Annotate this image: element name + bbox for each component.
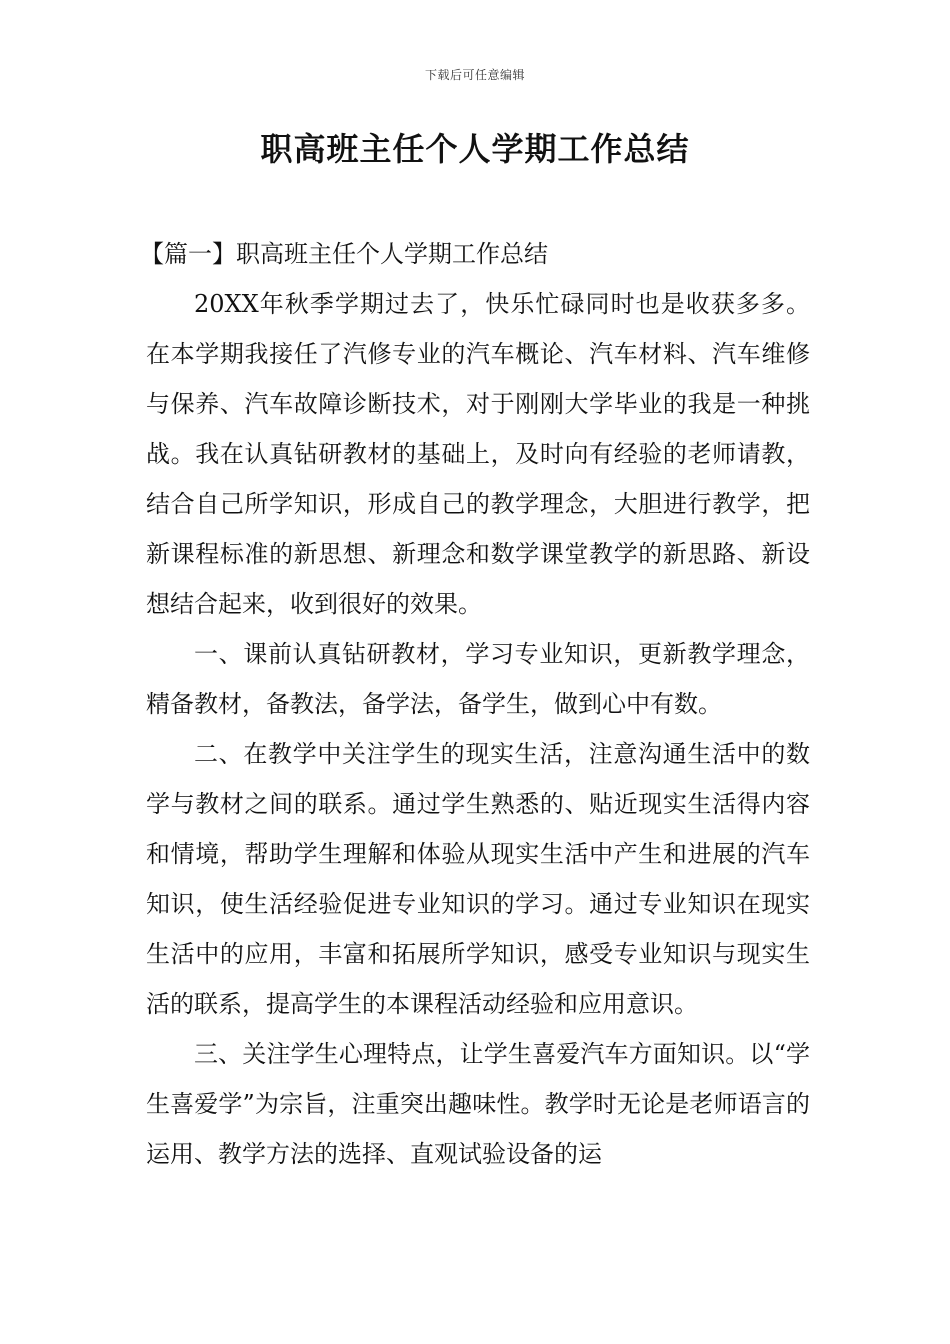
document-title: 职高班主任个人学期工作总结 (260, 130, 690, 168)
paragraph-point-3: 三、关注学生心理特点，让学生喜爱汽车方面知识。以“学生喜爱学”为宗旨，注重突出趣味性。教学时无论是老师语言的运用、教学方法的选择、直观试验设备的运 (146, 1040, 810, 1168)
document-body (140, 229, 810, 1179)
paragraph-point-2: 二、在教学中关注学生的现实生活，注意沟通生活中的数学与教材之间的联系。通过学生熟悉的、贴近现实生活得内容和情境，帮助学生理解和体验从现实生活中产生和进展的汽车知识，使生活经验促进专业知识的学习。通过专业知识在现实生活中的应用，丰富和拓展所学知识，感受专业知识与现实生活的联系，提高学生的本课程活动经验和应用意识。 (146, 740, 810, 1018)
section-heading: 【篇一】职高班主任个人学期工作总结 (140, 240, 548, 268)
paragraph-intro: 20XX年秋季学期过去了，快乐忙碌同时也是收获多多。在本学期我接任了汽修专业的汽车概论、汽车材料、汽车维修与保养、汽车故障诊断技术，对于刚刚大学毕业的我是一种挑战。我在认真钻研教材的基础上，及时向有经验的老师请教，结合自己所学知识，形成自己的教学理念，大胆进行教学，把新课程标准的新思想、新理念和数学课堂教学的新思路、新设想结合起来，收到很好的效果。 (146, 290, 810, 618)
header-note: 下载后可任意编辑 (424, 68, 525, 82)
paragraph-point-1: 一、课前认真钻研教材，学习专业知识，更新教学理念，精备教材，备教法，备学法，备学生，做到心中有数。 (146, 640, 810, 718)
